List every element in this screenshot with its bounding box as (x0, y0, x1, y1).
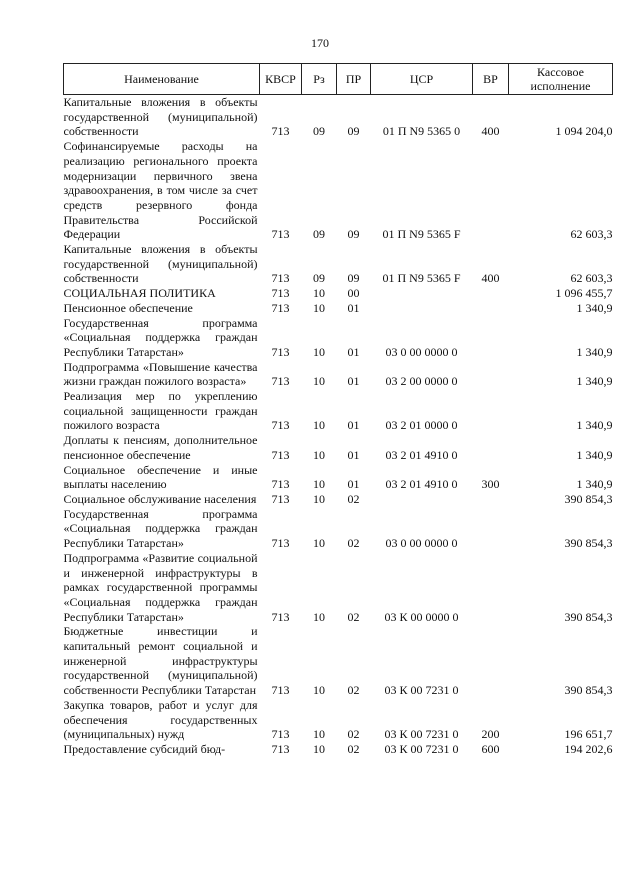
row-amount: 1 096 455,7 (555, 286, 613, 301)
row-name: Государственная программа «Социальная поддержка граждан Республики Татарстан» (63, 315, 258, 359)
row-pr: 02 (347, 741, 360, 756)
row-kvsr: 713 (271, 418, 290, 433)
row-pr: 09 (347, 124, 360, 139)
row-kvsr: 713 (271, 683, 290, 698)
row-name: Реализация мер по укреплению социальной защищенности граждан пожилого возраста (63, 389, 258, 433)
row-vr (473, 433, 509, 462)
row-csr: 03 2 01 4910 0 (385, 447, 458, 462)
row-csr: 03 2 00 0000 0 (385, 374, 458, 389)
row-name: Предоставление субсидий бюд- (63, 741, 226, 756)
table-row (64, 433, 613, 462)
row-rz: 09 (313, 124, 325, 139)
row-name: СОЦИАЛЬНАЯ ПОЛИТИКА (63, 286, 216, 301)
row-amount: 390 854,3 (564, 683, 613, 698)
table-row (64, 286, 613, 301)
header-vr: ВР (473, 64, 509, 95)
header-amount: Кассовое исполнение (509, 64, 613, 95)
row-name: Капитальные вложения в объекты государственной (муниципальной) собственности (63, 95, 258, 139)
row-kvsr: 713 (271, 741, 290, 756)
row-csr: 03 К 00 0000 0 (384, 609, 459, 624)
table-row (64, 242, 613, 286)
table-row (64, 698, 613, 742)
row-rz: 10 (313, 447, 325, 462)
row-vr (473, 389, 509, 433)
row-rz: 10 (313, 286, 325, 301)
table-row (64, 95, 613, 140)
row-amount: 1 094 204,0 (555, 124, 613, 139)
row-rz: 10 (313, 374, 325, 389)
row-pr: 02 (347, 536, 360, 551)
row-rz: 10 (313, 741, 325, 756)
row-vr: 400 (481, 124, 500, 139)
row-amount: 1 340,9 (576, 300, 613, 315)
row-csr (371, 301, 473, 316)
row-name: Социальное обеспечение и иные выплаты населению (63, 462, 258, 492)
row-pr: 02 (347, 491, 360, 506)
row-kvsr: 713 (271, 447, 290, 462)
row-kvsr: 713 (271, 727, 290, 742)
row-vr (473, 624, 509, 698)
table-row (64, 360, 613, 389)
row-kvsr: 713 (271, 374, 290, 389)
row-csr: 03 К 00 7231 0 (384, 741, 459, 756)
row-csr: 03 2 01 4910 0 (385, 477, 458, 492)
row-amount: 1 340,9 (576, 447, 613, 462)
table-header-row (64, 64, 613, 95)
row-pr: 00 (347, 286, 360, 301)
row-amount: 390 854,3 (564, 536, 613, 551)
row-vr (473, 492, 509, 507)
table-row (64, 139, 613, 242)
row-pr: 01 (347, 477, 360, 492)
row-rz: 10 (313, 418, 325, 433)
row-vr (473, 286, 509, 301)
table-row (64, 742, 613, 757)
row-kvsr: 713 (271, 344, 290, 359)
row-kvsr: 713 (271, 286, 290, 301)
table-row (64, 316, 613, 360)
row-csr: 01 П N9 5365 0 (382, 124, 461, 139)
row-vr (473, 551, 509, 625)
row-amount: 194 202,6 (564, 741, 613, 756)
row-name: Социальное обслуживание населения (63, 491, 257, 506)
row-vr: 200 (481, 727, 500, 742)
row-rz: 10 (313, 683, 325, 698)
row-csr: 03 К 00 7231 0 (384, 727, 459, 742)
page-number: 170 (311, 36, 329, 50)
table-row (64, 551, 613, 625)
table-row (64, 492, 613, 507)
row-kvsr: 713 (271, 609, 290, 624)
table-row (64, 624, 613, 698)
row-name: Пенсионное обеспечение (63, 300, 193, 315)
row-rz: 10 (313, 344, 325, 359)
row-amount: 1 340,9 (576, 344, 613, 359)
row-rz: 10 (313, 491, 325, 506)
row-rz: 10 (313, 536, 325, 551)
row-rz: 10 (313, 477, 325, 492)
row-amount: 62 603,3 (570, 227, 613, 242)
row-csr (371, 492, 473, 507)
row-rz: 10 (313, 300, 325, 315)
row-kvsr: 713 (271, 491, 290, 506)
row-rz: 09 (313, 271, 325, 286)
row-amount: 1 340,9 (576, 418, 613, 433)
row-amount: 1 340,9 (576, 477, 613, 492)
row-pr: 09 (347, 227, 360, 242)
row-vr: 600 (481, 741, 500, 756)
row-pr: 01 (347, 344, 360, 359)
row-amount: 62 603,3 (570, 271, 613, 286)
row-amount: 390 854,3 (564, 491, 613, 506)
row-pr: 01 (347, 300, 360, 315)
row-kvsr: 713 (271, 300, 290, 315)
row-pr: 02 (347, 727, 360, 742)
row-vr (473, 139, 509, 242)
row-name: Закупка товаров, работ и услуг для обеспечения государственных (муниципальных) нужд (63, 697, 258, 742)
row-kvsr: 713 (271, 477, 290, 492)
row-csr (371, 286, 473, 301)
header-kvsr: КВСР (260, 64, 302, 95)
row-name: Подпрограмма «Развитие социальной и инженерной инфраструктуры в рамках государственной программы «Социальная поддержка граждан Республики Татарстан» (63, 550, 258, 624)
row-csr: 03 2 01 0000 0 (385, 418, 458, 433)
row-csr: 01 П N9 5365 F (382, 271, 461, 286)
row-name: Капитальные вложения в объекты государственной (муниципальной) собственности (63, 242, 258, 286)
header-name: Наименование (64, 64, 260, 95)
row-kvsr: 713 (271, 124, 290, 139)
row-amount: 390 854,3 (564, 609, 613, 624)
row-name: Подпрограмма «Повышение качества жизни граждан пожилого возраста» (63, 359, 258, 389)
row-csr: 03 0 00 0000 0 (385, 536, 458, 551)
row-vr (473, 360, 509, 389)
budget-table (63, 63, 613, 757)
row-name: Доплаты к пенсиям, дополнительное пенсионное обеспечение (63, 433, 258, 462)
row-rz: 09 (313, 227, 325, 242)
row-name: Софинансируемые расходы на реализацию регионального проекта модернизации первичного звена здравоохранения, в том числе за счет средств резервного фонда Правительства Российской Федерации (63, 139, 258, 242)
row-vr (473, 301, 509, 316)
row-pr: 02 (347, 683, 360, 698)
row-rz: 10 (313, 727, 325, 742)
table-row (64, 507, 613, 551)
row-vr: 300 (481, 477, 500, 492)
header-pr: ПР (337, 64, 371, 95)
row-vr (473, 507, 509, 551)
row-kvsr: 713 (271, 227, 290, 242)
row-pr: 01 (347, 374, 360, 389)
row-pr: 02 (347, 609, 360, 624)
header-rz: Рз (302, 64, 337, 95)
row-csr: 03 0 00 0000 0 (385, 344, 458, 359)
row-pr: 01 (347, 447, 360, 462)
row-amount: 196 651,7 (564, 727, 613, 742)
header-csr: ЦСР (371, 64, 473, 95)
row-csr: 03 К 00 7231 0 (384, 683, 459, 698)
row-vr: 400 (481, 271, 500, 286)
row-kvsr: 713 (271, 536, 290, 551)
row-name: Государственная программа «Социальная поддержка граждан Республики Татарстан» (63, 506, 258, 551)
row-rz: 10 (313, 609, 325, 624)
row-pr: 09 (347, 271, 360, 286)
row-pr: 01 (347, 418, 360, 433)
table-row (64, 463, 613, 492)
table-row (64, 301, 613, 316)
row-csr: 01 П N9 5365 F (382, 227, 461, 242)
row-name: Бюджетные инвестиции и капитальный ремонт социальной и инженерной инфраструктуры государственной (муниципальной) собственности Республики Татарстан (63, 624, 258, 698)
table-row (64, 389, 613, 433)
row-amount: 1 340,9 (576, 374, 613, 389)
row-vr (473, 316, 509, 360)
row-kvsr: 713 (271, 271, 290, 286)
